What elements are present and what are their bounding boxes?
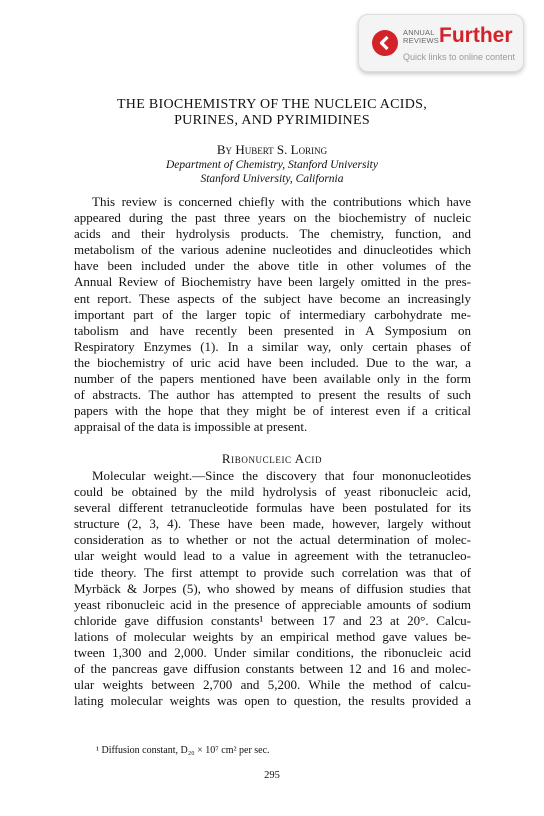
section-line: structure (2, 3, 4). These have been made, however, largely without [74,516,471,532]
intro-line: the biochemistry of uric acid have been included. Due to the war, a [74,354,471,370]
article-title-line-1: THE BIOCHEMISTRY OF THE NUCLEIC ACIDS, [116,97,428,112]
intro-line: ent report. These aspects of the subject have become an increasingly [74,290,471,306]
section-line: ular weight would lead to a value in agreement with the tetranucleo- [74,548,471,564]
intro-line: tabolism and have recently been presented in A Symposium on [74,322,471,338]
intro-line: Respiratory Enzymes (1). In a similar way, only certain phases of [74,338,471,354]
section-line: tween 1,300 and 2,000. Under similar conditions, the ribonucleic acid [74,645,471,661]
section-line: lations of molecular weights by an empirical method gave values be- [74,628,471,644]
intro-line: This review is concerned chiefly with the contributions which have [92,194,471,209]
intro-line: important part of the larger topic of intermediary carbohydrate me- [74,306,471,322]
section-line: tide theory. The first attempt to provide such correlation was that of [74,564,471,580]
section-line: yeast ribonucleic acid in the presence of appreciable amounts of sodium [74,596,471,612]
section-line: could be obtained by the mild hydrolysis of yeast ribonucleic acid, [74,484,471,500]
badge-further-label: Further [439,24,513,47]
section-line: chloride gave diffusion constants¹ between 17 and 23 at 20°. Calcu- [74,612,471,628]
intro-line: appraisal of the data is impossible at present. [74,419,308,435]
section-line: Molecular weight.—Since the discovery that four mononucleotides [92,468,471,483]
page-number: 295 [264,770,280,781]
section-line: several different tetranucleotide formulas have been postulated for its [74,500,471,516]
annual-reviews-logo-text [403,29,443,45]
section-heading [0,451,544,467]
section-line: lating molecular weights was open to question, the results provided a [74,693,471,709]
intro-line: number of the papers mentioned have been available only in the form [74,371,471,387]
footnote: ¹ Diffusion constant, D₂₀ × 10⁷ cm² per sec. [96,745,270,756]
intro-line: appeared during the past three years on the biochemistry of nucleic [74,210,471,226]
badge-subtitle: Quick links to online content [403,52,516,62]
article-title-line-2: PURINES, AND PYRIMIDINES [174,113,370,128]
play-arrow-icon [372,30,398,56]
intro-line: metabolism of the various adenine nucleotides and dinucleotides which [74,242,471,258]
section-line: ular weights between 2,700 and 5,200. While the method of calcu- [74,677,471,693]
intro-line: have been included under the above title in other volumes of the [74,258,471,274]
annual-reviews-further-badge[interactable] [358,14,524,72]
section-heading-text: Ribonucleic Acid [221,451,323,466]
section-line: Myrbäck & Jorpes (5), who showed by means of diffusion studies that [74,580,471,596]
section-line: of the pancreas gave diffusion constants between 12 and 16 and molec- [74,661,471,677]
author-name: Hubert S. Loring [235,142,328,157]
badge-annual-label: ANNUAL [403,28,435,37]
intro-line: acids and their hydrolysis products. The chemistry, function, and [74,226,471,242]
section-line: consideration as to whether or not the actual determination of molec- [74,532,471,548]
intro-line: papers with the hope that they might be of interest even if a critical [74,403,471,419]
intro-line: Annual Review of Biochemistry have been largely omitted in the pres- [74,274,471,290]
section-paragraph [74,468,471,709]
byline-prefix: By [216,142,233,157]
affiliation-line-2: Stanford University, California [200,173,344,185]
author-byline [0,142,544,158]
intro-paragraph [74,194,471,435]
affiliation-line-1: Department of Chemistry, Stanford University [166,159,378,171]
badge-reviews-label: REVIEWS [403,36,439,45]
intro-line: of abstracts. The author has attempted to present the results of such [74,387,471,403]
